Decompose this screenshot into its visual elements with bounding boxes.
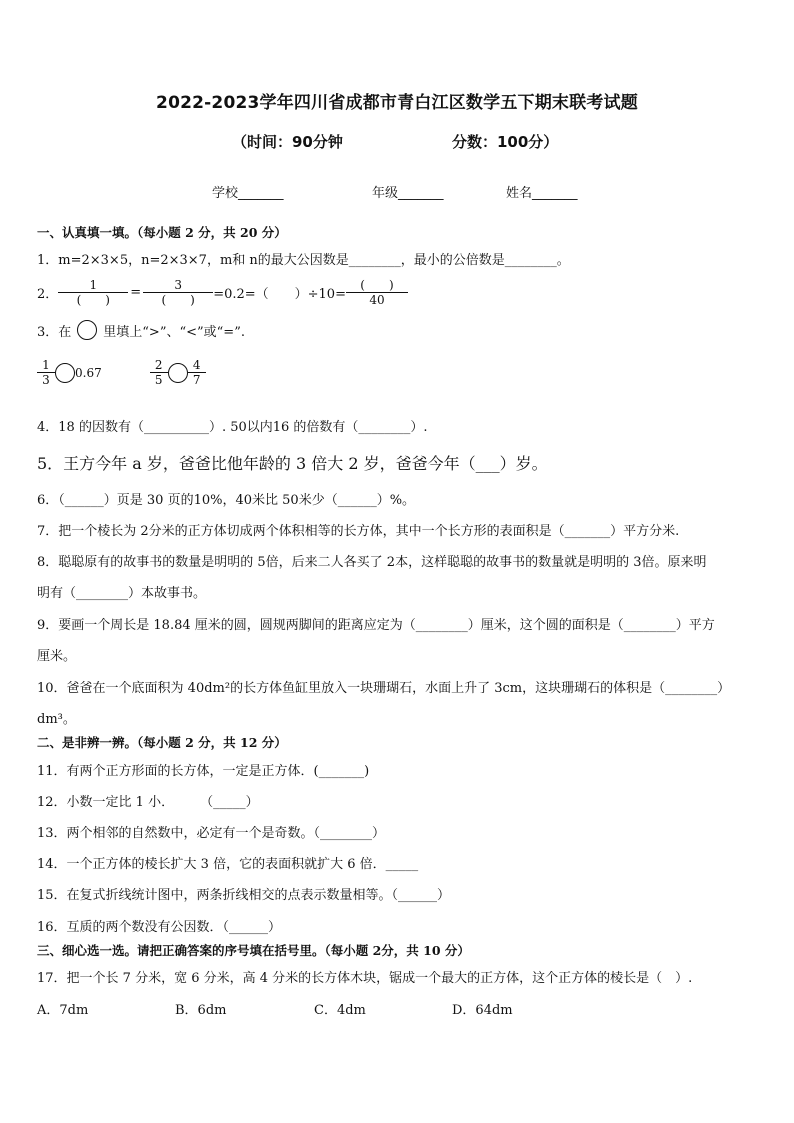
name-field: 姓名_______ <box>506 186 578 201</box>
question-4: 4．18 的因数有（__________）. 50以内16 的倍数有（________）. <box>37 420 428 435</box>
fraction-four-sevenths <box>188 358 206 387</box>
question-3-text-a: 3．在 <box>37 324 72 340</box>
question-3-items <box>37 358 206 387</box>
four-sevenths-numerator: 4 <box>188 358 206 373</box>
decimal-value: 0.67 <box>75 365 102 380</box>
option-c[interactable]: C．4dm <box>314 1003 366 1018</box>
option-a[interactable]: A．7dm <box>37 1003 89 1018</box>
equals-sign: = <box>130 285 142 300</box>
four-sevenths-denominator: 7 <box>192 373 201 387</box>
option-d[interactable]: D．64dm <box>452 1003 513 1018</box>
option-b[interactable]: B．6dm <box>175 1003 227 1018</box>
section-2-heading: 二、是非辨一辨。（每小题 2 分，共 12 分） <box>37 735 287 750</box>
question-2 <box>37 278 408 307</box>
fraction-1-numerator: 1 <box>58 278 128 293</box>
question-15: 15．在复式折线统计图中，两条折线相交的点表示数量相等。（______） <box>37 888 451 903</box>
fraction-3-numerator: ( ) <box>346 278 408 293</box>
question-3-text-b: 里填上“>”、“<”或“=”. <box>103 324 245 340</box>
question-2-middle: =0.2=（ ）÷10= <box>213 287 346 302</box>
question-17: 17．把一个长 7 分米，宽 6 分米，高 4 分米的长方体木块，锯成一个最大的正方体，这个正方体的棱长是（ ）. <box>37 971 693 986</box>
question-7: 7．把一个棱长为 2分米的正方体切成两个体积相等的长方体，其中一个长方形的表面积是（_______）平方分米. <box>37 524 680 539</box>
question-14: 14．一个正方体的棱长扩大 3 倍，它的表面积就扩大 6 倍．_____ <box>37 857 419 872</box>
two-fifths-numerator: 2 <box>150 358 168 373</box>
question-8-line-1: 8．聪聪原有的故事书的数量是明明的 5倍，后来二人各买了 2本，这样聪聪的故事书的数量就是明明的 3倍。原来明 <box>37 555 707 570</box>
fraction-3 <box>346 278 408 307</box>
question-5: 5．王方今年 a 岁，爸爸比他年龄的 3 倍大 2 岁，爸爸今年（___）岁。 <box>37 454 548 473</box>
exam-score: 分数：100分） <box>452 133 559 151</box>
question-9-line-1: 9．要画一个周长是 18.84 厘米的圆，圆规两脚间的距离应定为（________）厘米，这个圆的面积是（________）平方 <box>37 618 715 633</box>
compare-circle-icon[interactable] <box>168 363 188 383</box>
one-third-numerator: 1 <box>37 358 55 373</box>
section-1-heading: 一、认真填一填。（每小题 2 分，共 20 分） <box>37 225 287 240</box>
question-16: 16．互质的两个数没有公因数．（______） <box>37 920 282 935</box>
fraction-1-denominator: ( ) <box>76 293 110 307</box>
question-12: 12．小数一定比 1 小． （_____） <box>37 795 259 810</box>
question-9-line-2: 厘米。 <box>37 649 77 664</box>
exam-title: 2022-2023学年四川省成都市青白江区数学五下期末联考试题 <box>156 93 638 113</box>
fraction-3-denominator: 40 <box>369 293 385 307</box>
question-11: 11．有两个正方形面的长方体，一定是正方体．(_______) <box>37 764 370 779</box>
question-10-line-2: dm³。 <box>37 712 76 727</box>
question-2-number: 2． <box>37 287 59 302</box>
compare-circle-icon <box>77 320 97 340</box>
section-3-heading: 三、细心选一选。请把正确答案的序号填在括号里。（每小题 2分，共 10 分） <box>37 943 470 958</box>
question-1: 1．m=2×3×5，n=2×3×7，m和 n的最大公因数是________，最小的公倍数是________。 <box>37 253 570 268</box>
question-3 <box>37 320 245 340</box>
one-third-denominator: 3 <box>42 373 50 387</box>
fraction-2-denominator: ( ) <box>161 293 195 307</box>
question-6: 6．（______）页是 30 页的10%，40米比 50米少（______）%。 <box>37 493 416 508</box>
two-fifths-denominator: 5 <box>154 373 163 387</box>
fraction-two-fifths <box>150 358 168 387</box>
question-13: 13．两个相邻的自然数中，必定有一个是奇数。（________） <box>37 826 386 841</box>
question-10-line-1: 10．爸爸在一个底面积为 40dm²的长方体鱼缸里放入一块珊瑚石，水面上升了 3cm，这块珊瑚石的体积是（________） <box>37 681 731 696</box>
grade-field: 年级_______ <box>372 186 444 201</box>
question-8-line-2: 明有（________）本故事书。 <box>37 586 207 601</box>
school-field: 学校_______ <box>212 186 284 201</box>
fraction-2 <box>143 278 213 307</box>
exam-time: （时间：90分钟 <box>232 133 343 151</box>
compare-circle-icon[interactable] <box>55 363 75 383</box>
fraction-2-numerator: 3 <box>143 278 213 293</box>
fraction-1 <box>58 278 128 307</box>
fraction-one-third <box>37 358 55 387</box>
